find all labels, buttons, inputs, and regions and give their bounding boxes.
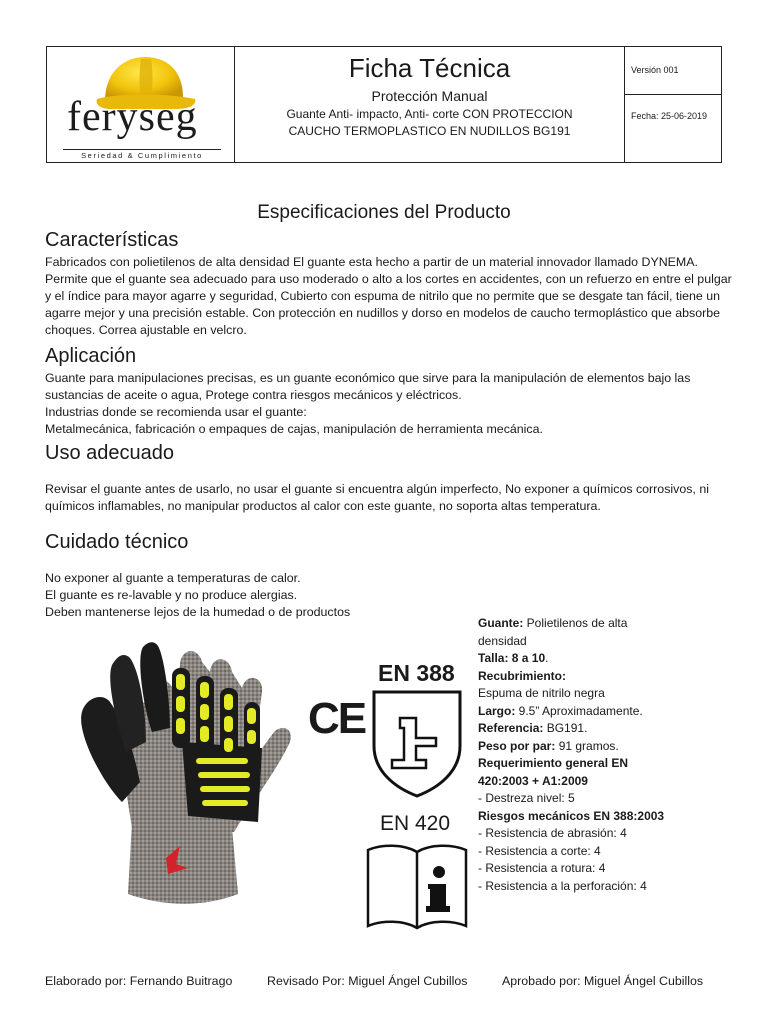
spec-item: - Resistencia a corte: 4 <box>478 843 601 858</box>
en420-manual-icon <box>364 842 470 932</box>
glove-image <box>62 632 302 912</box>
spec-list <box>478 615 678 895</box>
aplicacion-line: Metalmecánica, fabricación o empaques de cajas, manipulación de herramienta mecánica. <box>45 422 543 436</box>
spec-item: - Resistencia a rotura: 4 <box>478 861 606 875</box>
spec-value: 91 gramos. <box>555 738 619 753</box>
footer-revisado: Revisado Por: Miguel Ángel Cubillos <box>267 974 468 988</box>
spec-requerimiento <box>478 755 678 790</box>
logo-slogan: Seriedad & Cumplimiento <box>63 149 221 160</box>
aplicacion-title: Aplicación <box>45 345 137 367</box>
cuidado-text <box>45 570 733 621</box>
spec-referencia <box>478 720 678 738</box>
en388-label: EN 388 <box>378 660 455 686</box>
spec-value: Polietilenos de alta densidad <box>478 616 628 648</box>
document-title: Ficha Técnica <box>348 53 511 83</box>
spec-destreza: - Destreza nivel: 5 <box>478 791 575 805</box>
meta-cell <box>625 47 721 162</box>
document-subtitle: Protección Manual <box>371 88 488 104</box>
company-logo <box>57 53 225 159</box>
spec-label: Requerimiento general EN 420:2003 + A1:2009 <box>478 756 629 788</box>
spec-label: Largo: <box>478 703 516 718</box>
logo-text: feryseg <box>67 94 198 140</box>
logo-cell <box>47 47 235 162</box>
spec-value-end: . <box>545 651 549 665</box>
spec-recubrimiento-label <box>478 668 678 686</box>
cuidado-line: Deben mantenerse lejos de la humedad o de productos <box>45 605 351 619</box>
uso-title: Uso adecuado <box>45 442 174 464</box>
title-cell <box>235 47 625 162</box>
spec-label: Recubrimiento: <box>478 668 567 683</box>
version-label: Versión 001 <box>625 47 721 95</box>
cuidado-line: No exponer al guante a temperaturas de calor. <box>45 571 301 585</box>
spec-item: - Resistencia de abrasión: 4 <box>478 826 627 840</box>
spec-label: Talla: <box>478 651 509 665</box>
product-description: Guante Anti- impacto, Anti- corte CON PROTECCION CAUCHO TERMOPLASTICO EN NUDILLOS BG191 <box>286 107 573 138</box>
caracteristicas-title: Características <box>45 229 179 251</box>
aplicacion-line: Guante para manipulaciones precisas, es un guante económico que sirve para la manipulación de elementos bajo las sustancias de aceite o agua, Protege contra riesgos mecánicos y eléctricos. <box>45 371 691 402</box>
footer-aprobado: Aprobado por: Miguel Ángel Cubillos <box>502 974 704 988</box>
uso-text: Revisar el guante antes de usarlo, no usar el guante si encuentra algún imperfecto, No exponer a químicos corrosivos, ni químicos inflamables, no manipular productos al calor con este guante, no soporta altas temperatura. <box>45 482 709 513</box>
cuidado-title: Cuidado técnico <box>45 531 189 553</box>
cuidado-line: El guante es re-lavable y no produce alergias. <box>45 588 298 602</box>
ce-mark-icon: CE <box>308 694 366 743</box>
spec-riesgos <box>478 808 678 826</box>
spec-label: Riesgos mecánicos EN 388:2003 <box>478 808 665 823</box>
spec-value: 8 a 10 <box>508 651 546 665</box>
aplicacion-text <box>45 370 733 438</box>
date-label: Fecha: 25-06-2019 <box>631 111 708 121</box>
spec-item: - Resistencia a la perforación: 4 <box>478 878 647 893</box>
spec-peso <box>478 738 678 756</box>
spec-label: Guante: <box>478 616 524 630</box>
en420-label: EN 420 <box>380 812 451 835</box>
section-heading: Especificaciones del Producto <box>257 202 511 223</box>
aplicacion-line: Industrias donde se recomienda usar el guante: <box>45 405 307 419</box>
spec-talla <box>478 650 678 668</box>
header-table <box>46 46 722 163</box>
logo-brand <box>67 93 198 141</box>
spec-value: 9.5” Aproximadamente. <box>515 703 643 718</box>
spec-largo <box>478 703 678 721</box>
spec-recubrimiento-value: Espuma de nitrilo negra <box>478 686 605 700</box>
spec-guante <box>478 615 678 650</box>
spec-label: Referencia: <box>478 721 544 735</box>
spec-label: Peso por par: <box>478 738 556 753</box>
footer-elaborado: Elaborado por: Fernando Buitrago <box>45 974 233 988</box>
caracteristicas-text: Fabricados con polietilenos de alta densidad El guante esta hecho a partir de un material innovador llamado DYNEMA. Permite que el guante sea adecuado para uso moderado o alto a los cortes en accidentes, con un refuerzo en entre el pulgar y el índice para mayor agarre y seguridad, Cubierto con espuma de nitrilo que no permite que se desgate tan fácil, tiene un agarre mejor y una precisión estable. Con protección en nudillos y dorso en modelos de caucho termoplástico que absorbe choques. Correa ajustable en velcro. <box>45 255 732 337</box>
en388-shield-icon <box>370 688 464 800</box>
spec-value: BG191. <box>543 721 588 735</box>
